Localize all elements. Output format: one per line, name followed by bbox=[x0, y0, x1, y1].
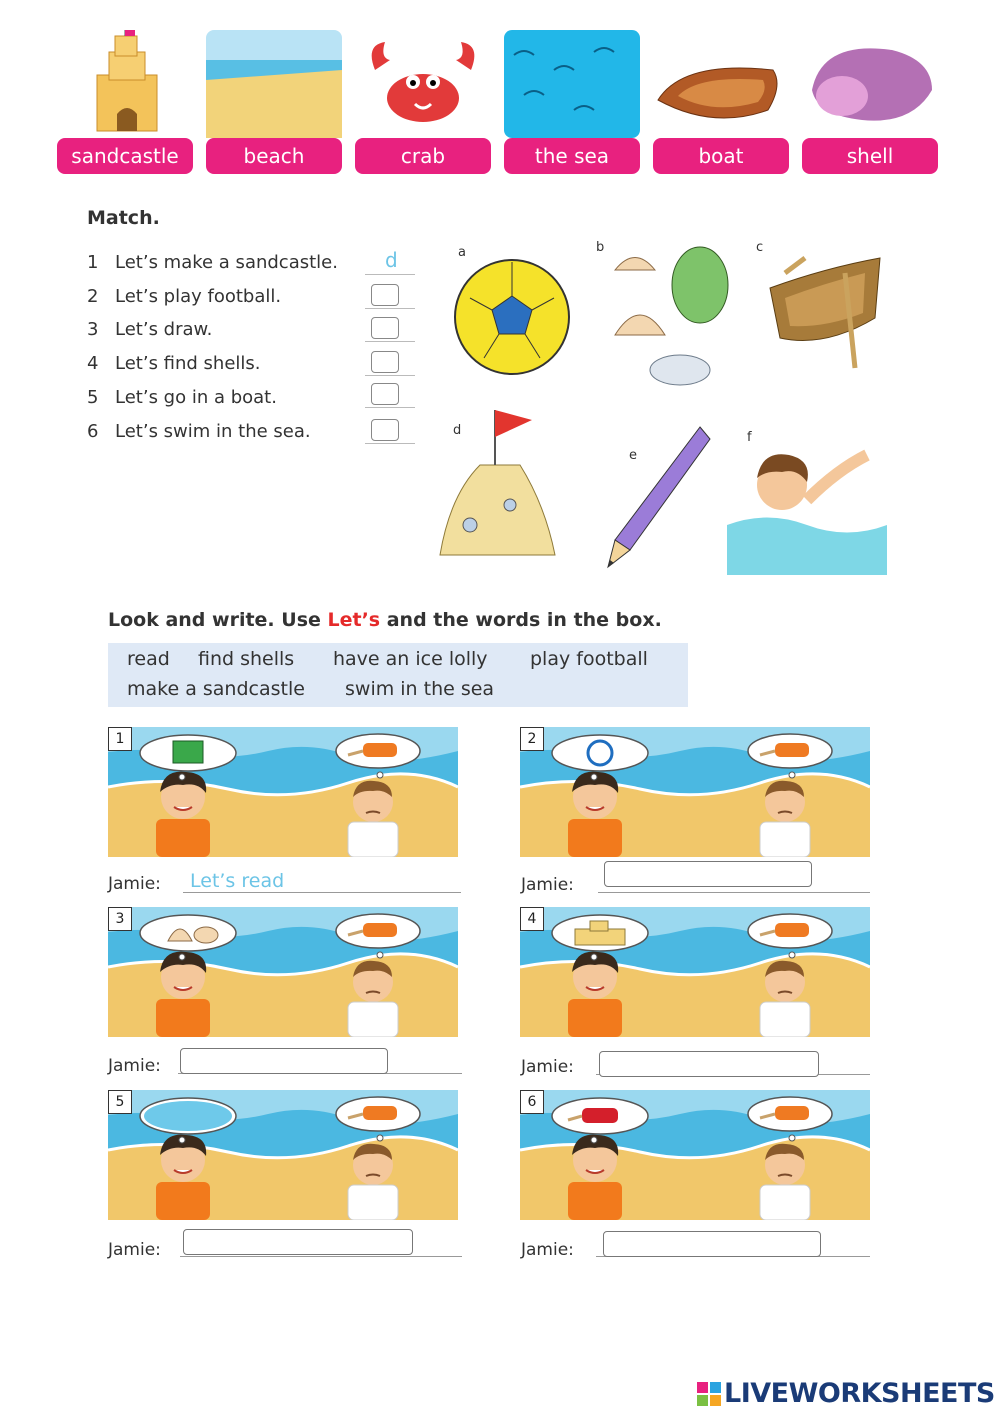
vocab-label: shell bbox=[802, 138, 938, 174]
match-answer-input[interactable] bbox=[371, 317, 399, 339]
sea-icon bbox=[504, 30, 640, 138]
vocab-sandcastle bbox=[57, 30, 193, 176]
item-number: 1 bbox=[108, 727, 132, 751]
picture-letter-f: f bbox=[747, 430, 752, 445]
vocab-beach bbox=[206, 30, 342, 176]
sandcastle-flag-icon bbox=[420, 405, 570, 565]
match-answer-2 bbox=[365, 282, 415, 309]
shells-icon bbox=[610, 240, 735, 390]
match-answer-input[interactable] bbox=[371, 284, 399, 306]
scene-2 bbox=[520, 727, 870, 857]
vocab-label: beach bbox=[206, 138, 342, 174]
speaker-label: Jamie: bbox=[108, 1240, 161, 1260]
answer-input-4[interactable] bbox=[599, 1051, 819, 1077]
item-number: 5 bbox=[108, 1090, 132, 1114]
item-number: 2 bbox=[520, 727, 544, 751]
brand-name: LIVEWORKSHEETS bbox=[724, 1378, 995, 1409]
beach-scene-image bbox=[108, 727, 458, 857]
speaker-label: Jamie: bbox=[521, 1057, 574, 1077]
picture-letter-d: d bbox=[453, 423, 462, 438]
match-answer-3 bbox=[365, 315, 415, 342]
beach-scene-image bbox=[108, 1090, 458, 1220]
beach-scene-image bbox=[520, 727, 870, 857]
beach-scene-image bbox=[108, 907, 458, 1037]
vocab-boat bbox=[653, 30, 789, 176]
vocab-label: the sea bbox=[504, 138, 640, 174]
match-sentence: 1 Let’s make a sandcastle. bbox=[87, 252, 338, 273]
answer-input-2[interactable] bbox=[604, 861, 812, 887]
match-heading: Match. bbox=[87, 207, 160, 229]
scene-3 bbox=[108, 907, 458, 1037]
word-box-item: make a sandcastle bbox=[127, 678, 305, 700]
beach-scene-image bbox=[520, 1090, 870, 1220]
item-number: 4 bbox=[520, 907, 544, 931]
liveworksheets-logo-icon bbox=[697, 1382, 721, 1406]
vocab-shell bbox=[802, 30, 938, 176]
picture-letter-e: e bbox=[629, 448, 637, 463]
swimmer-icon bbox=[727, 430, 887, 575]
match-sentence: 2 Let’s play football. bbox=[87, 286, 282, 307]
picture-letter-b: b bbox=[596, 240, 605, 255]
match-sentence: 5 Let’s go in a boat. bbox=[87, 387, 277, 408]
scene-6 bbox=[520, 1090, 870, 1220]
match-answer-6 bbox=[365, 417, 415, 444]
sandcastle-icon bbox=[57, 30, 193, 138]
vocab-label: sandcastle bbox=[57, 138, 193, 174]
scene-1 bbox=[108, 727, 458, 857]
match-sentence: 4 Let’s find shells. bbox=[87, 353, 261, 374]
beach-scene-image bbox=[520, 907, 870, 1037]
word-box bbox=[108, 643, 688, 707]
speaker-label: Jamie: bbox=[521, 1240, 574, 1260]
speaker-label: Jamie: bbox=[108, 1056, 161, 1076]
crab-icon bbox=[355, 30, 491, 138]
match-answer-input[interactable] bbox=[371, 351, 399, 373]
answer-input-3[interactable] bbox=[180, 1048, 388, 1074]
speaker-label: Jamie: bbox=[108, 874, 161, 894]
match-answer-input[interactable] bbox=[371, 383, 399, 405]
word-box-item: swim in the sea bbox=[345, 678, 495, 700]
answer-input-5[interactable] bbox=[183, 1229, 413, 1255]
match-answer-1: d bbox=[365, 248, 415, 275]
shell-icon bbox=[802, 30, 938, 138]
write-heading: Look and write. Use Let’s and the words in the box. bbox=[108, 609, 662, 631]
answer-line bbox=[598, 892, 870, 893]
vocab-label: crab bbox=[355, 138, 491, 174]
football-icon bbox=[450, 258, 575, 376]
vocab-label: boat bbox=[653, 138, 789, 174]
scene-4 bbox=[520, 907, 870, 1037]
picture-letter-a: a bbox=[458, 245, 466, 260]
item-number: 3 bbox=[108, 907, 132, 931]
picture-letter-c: c bbox=[756, 240, 764, 255]
beach-icon bbox=[206, 30, 342, 138]
scene-5 bbox=[108, 1090, 458, 1220]
item-number: 6 bbox=[520, 1090, 544, 1114]
speaker-label: Jamie: bbox=[521, 875, 574, 895]
match-answer-input[interactable] bbox=[371, 419, 399, 441]
match-sentence: 6 Let’s swim in the sea. bbox=[87, 421, 311, 442]
pencil-icon bbox=[600, 425, 715, 570]
answer-line bbox=[180, 1256, 462, 1257]
rowing-boat-icon bbox=[765, 248, 890, 378]
word-box-item: play football bbox=[530, 648, 648, 670]
example-answer: Let’s read bbox=[190, 870, 285, 892]
word-box-item: read bbox=[127, 648, 170, 670]
vocab-the-sea bbox=[504, 30, 640, 176]
vocab-crab bbox=[355, 30, 491, 176]
boat-icon bbox=[653, 30, 789, 138]
match-answer-5 bbox=[365, 381, 415, 408]
word-box-item: have an ice lolly bbox=[333, 648, 488, 670]
answer-input-6[interactable] bbox=[603, 1231, 821, 1257]
match-answer-4 bbox=[365, 349, 415, 376]
match-sentence: 3 Let’s draw. bbox=[87, 319, 213, 340]
word-box-item: find shells bbox=[198, 648, 295, 670]
answer-line bbox=[183, 892, 461, 893]
